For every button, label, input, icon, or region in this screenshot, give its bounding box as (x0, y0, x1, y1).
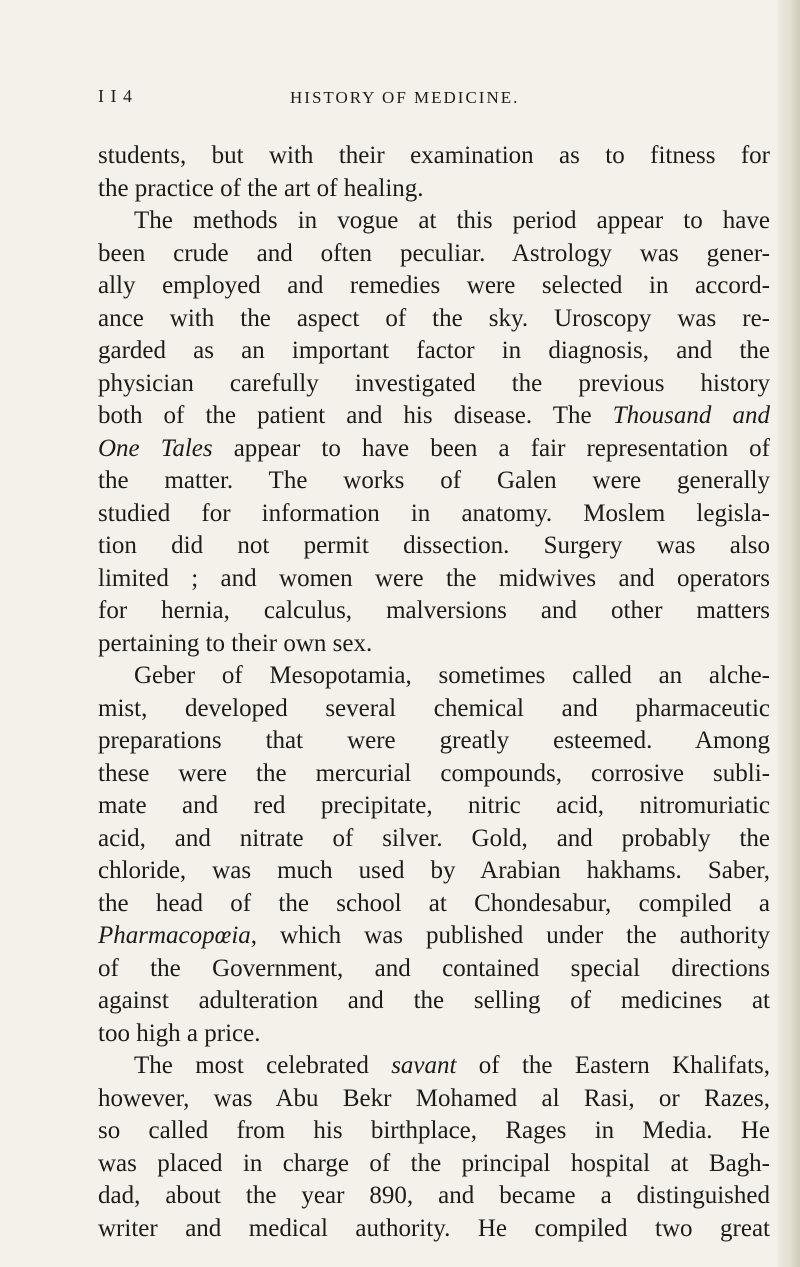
text-line (98, 238, 770, 271)
text-segment: The methods in vogue at this period appear to have (134, 207, 770, 234)
text-line (98, 563, 770, 596)
page-edge (778, 0, 800, 1267)
text-line (98, 173, 770, 206)
running-header (98, 86, 758, 116)
text-segment: so called from his birthplace, Rages in Media. He (98, 1117, 770, 1144)
text-line (98, 498, 770, 531)
italic-title: Thousand and (612, 402, 770, 429)
text-line (98, 985, 770, 1018)
text-segment: chloride, was much used by Arabian hakhams. Saber, (98, 857, 770, 884)
text-segment: ance with the aspect of the sky. Uroscopy was re- (98, 304, 770, 332)
page-number: I I 4 (98, 86, 133, 106)
text-line (98, 1115, 770, 1148)
text-segment: mist, developed several chemical and pharmaceutic (98, 694, 770, 722)
text-line (98, 725, 770, 758)
text-segment: students, but with their examination as to fitness for (98, 142, 770, 169)
text-segment: limited ; and women were the midwives and operators (98, 564, 770, 592)
text-segment: these were the mercurial compounds, corrosive subli- (98, 759, 770, 787)
text-line (98, 303, 770, 336)
text-segment: , which was published under the authority (250, 922, 770, 949)
text-line (98, 270, 770, 303)
text-segment: too high a price. (98, 1019, 261, 1047)
text-line (98, 953, 770, 986)
text-line (98, 1018, 770, 1051)
italic-title: One Tales (98, 434, 213, 462)
text-segment: against adulteration and the selling of medicines at (98, 987, 770, 1014)
text-line (98, 660, 770, 693)
running-title: HISTORY OF MEDICINE. (290, 88, 520, 107)
text-segment: writer and medical authority. He compiled two great (98, 1214, 770, 1242)
text-segment: both of the patient and his disease. The (98, 402, 613, 429)
text-segment: been crude and often peculiar. Astrology was gener- (98, 239, 770, 267)
text-segment: physician carefully investigated the previous history (98, 369, 770, 397)
text-line (98, 790, 770, 823)
text-segment: the head of the school at Chondesabur, compiled a (98, 889, 770, 917)
text-line (98, 433, 770, 466)
text-segment: was placed in charge of the principal hospital at Bagh- (98, 1149, 770, 1177)
text-segment: The most celebrated (134, 1052, 392, 1079)
text-line (98, 1148, 770, 1181)
text-line (98, 693, 770, 726)
text-segment: however, was Abu Bekr Mohamed al Rasi, or Razes, (98, 1084, 770, 1112)
text-segment: pertaining to their own sex. (98, 629, 373, 657)
text-segment: of the Eastern Khalifats, (456, 1052, 771, 1079)
text-segment: acid, and nitrate of silver. Gold, and probably the (98, 824, 770, 852)
text-line (98, 465, 770, 498)
text-segment: garded as an important factor in diagnosis, and the (98, 337, 770, 364)
text-segment: dad, about the year 890, and became a distinguished (98, 1182, 770, 1209)
text-segment: studied for information in anatomy. Moslem legisla- (98, 499, 770, 527)
text-line (98, 368, 770, 401)
text-line (98, 1083, 770, 1116)
italic-title: Pharmacopœia (98, 922, 251, 949)
text-line (98, 855, 770, 888)
text-line (98, 205, 770, 238)
text-segment: of the Government, and contained special directions (98, 954, 770, 982)
text-segment: the practice of the art of healing. (98, 174, 424, 202)
text-line (98, 140, 770, 173)
text-line (98, 758, 770, 791)
text-line (98, 595, 770, 628)
body-text (98, 140, 770, 1245)
italic-title: savant (391, 1052, 457, 1079)
text-segment: appear to have been a fair representation of (212, 434, 770, 462)
text-segment: preparations that were greatly esteemed. Among (98, 727, 770, 754)
text-line (98, 1213, 770, 1246)
text-line (98, 335, 770, 368)
text-line (98, 530, 770, 563)
text-line (98, 823, 770, 856)
text-line (98, 628, 770, 661)
text-segment: mate and red precipitate, nitric acid, nitromuriatic (98, 792, 770, 819)
text-line (98, 920, 770, 953)
text-line (98, 1180, 770, 1213)
text-segment: for hernia, calculus, malversions and other matters (98, 597, 770, 624)
text-line (98, 400, 770, 433)
text-segment: tion did not permit dissection. Surgery was also (98, 532, 770, 559)
text-segment: ally employed and remedies were selected in accord- (98, 272, 770, 299)
text-line (98, 1050, 770, 1083)
text-segment: the matter. The works of Galen were generally (98, 467, 770, 494)
text-line (98, 888, 770, 921)
text-segment: Geber of Mesopotamia, sometimes called an alche- (134, 662, 770, 689)
